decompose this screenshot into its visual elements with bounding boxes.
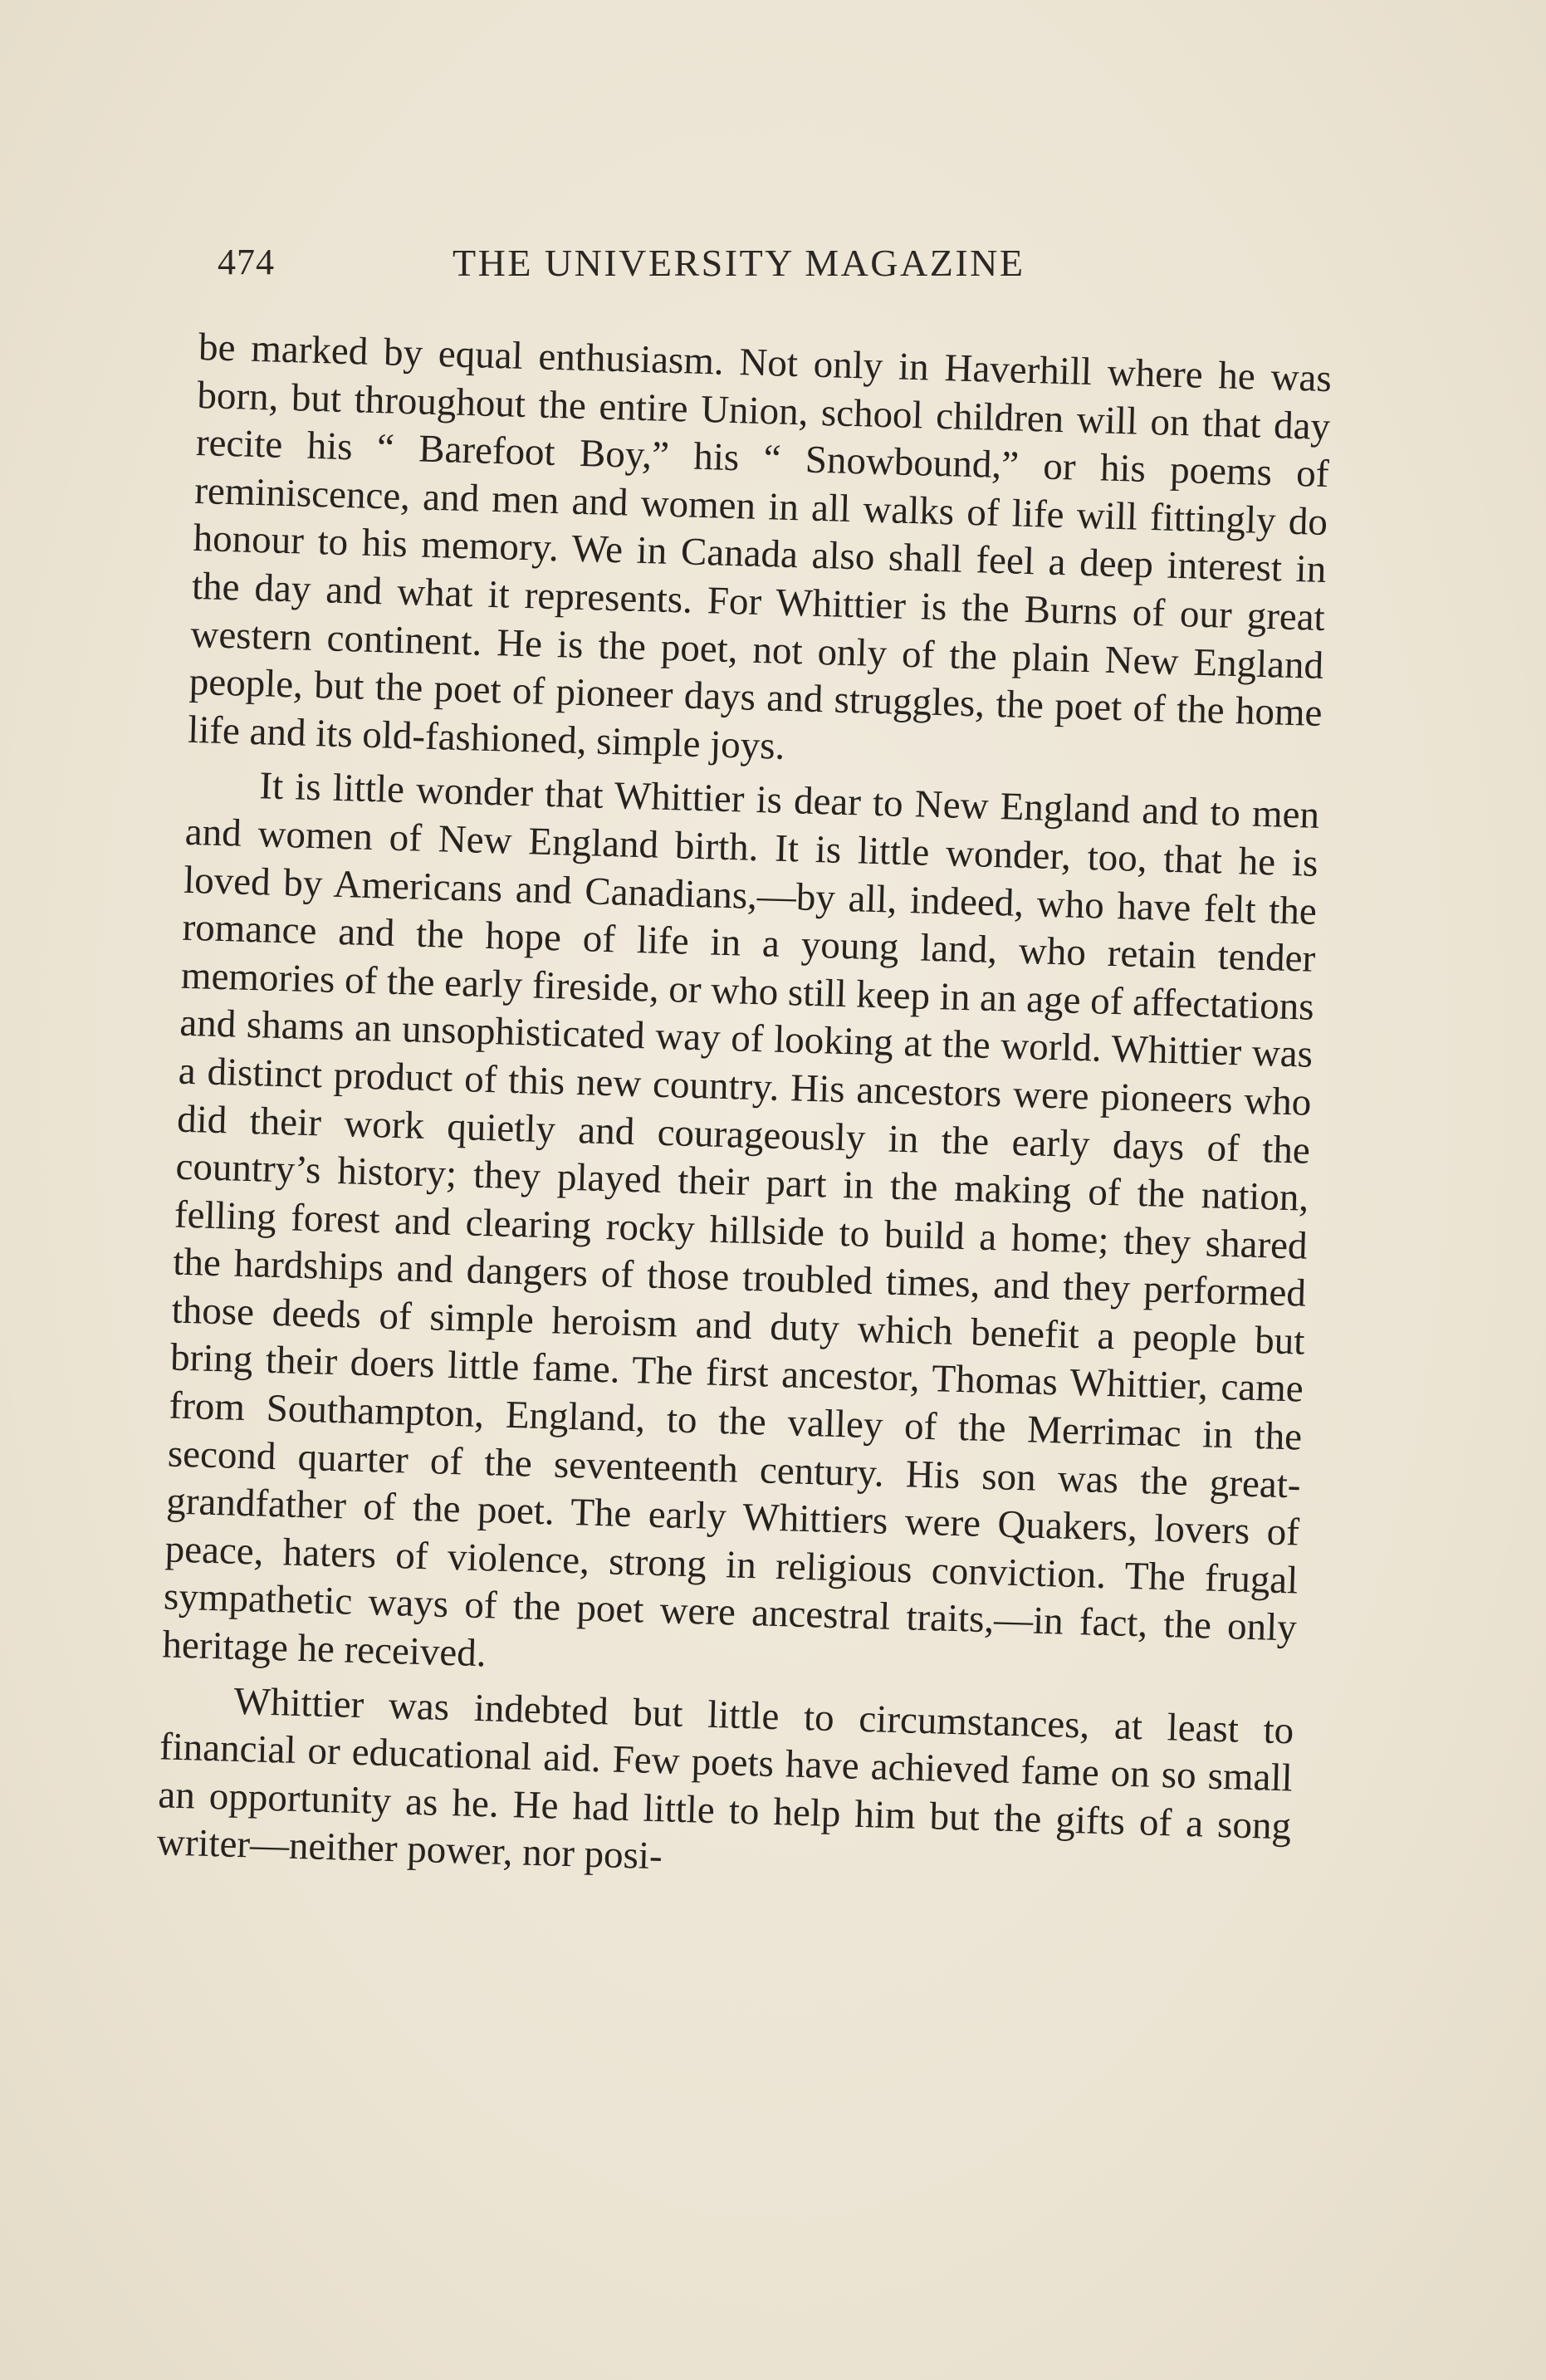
magazine-title: THE UNIVERSITY MAGAZINE [453, 242, 1025, 284]
paragraph: It is little wonder that Whittier is dear to New England and to men and women of New England birth. It is little wonder, too, that he is loved by Americans and Canadians,—by all, indeed, who have felt the romance and the hope of life in a young land, who retain tender memories of the early fireside, or who still keep in an age of affectations and shams an unsophisticated way of looking at the world. Whittier was a distinct product of this new country. His ancestors were pioneers who did their work quietly and courageously in the early days of the country’s history; they played their part in the making of the nation, felling forest and clearing rocky hillside to build a home; they shared the hardships and dangers of those troubled times, and they performed those deeds of simple heroism and duty which benefit a people but bring their doers little fame. The first ancestor, Thomas Whittier, came from Southampton, England, to the valley of the Merrimac in the second quarter of the seventeenth century. His son was the great-grandfather of the poet. The early Whittiers were Quakers, lovers of peace, haters of violence, strong in religious conviction. The frugal sympathetic ways of the poet were ancestral traits,—in fact, the only heritage he received. [161, 764, 1320, 1676]
running-header [218, 241, 1106, 307]
paragraph: Whittier was indebted but little to circumstances, at least to financial or educational aid. Few poets have achieved fame on so small an opportunity as he. He had little to help him but the gifts of a song writer—neither power, nor posi- [156, 1679, 1294, 1878]
article-body [156, 324, 1333, 1905]
page-number: 474 [218, 242, 275, 282]
paragraph-continued: be marked by equal enthusiasm. Not only in Haverhill where he was born, but throughout the entire Union, school children will on that day recite his “ Barefoot Boy,” his “ Snowbound,” or his poems of reminiscence, and men and women in all walks of life will fittingly do honour to his memory. We in Canada also shall feel a deep interest in the day and what it represents. For Whittier is the Burns of our great western continent. He is the poet, not only of the plain New England people, but the poet of pioneer days and struggles, the poet of the home life and its old-fashioned, simple joys. [187, 325, 1333, 768]
